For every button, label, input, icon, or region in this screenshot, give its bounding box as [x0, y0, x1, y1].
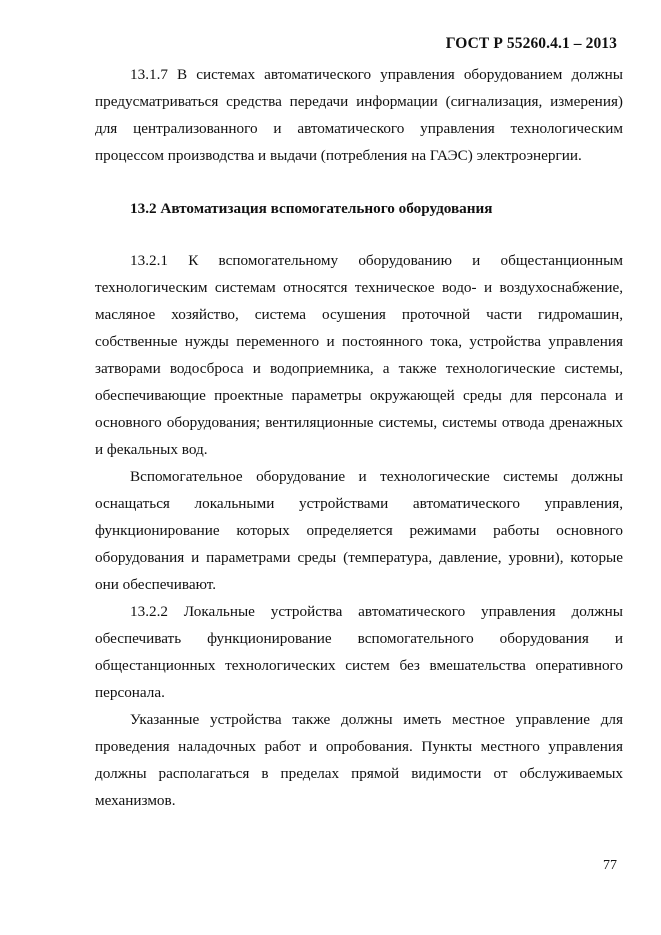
section-heading: 13.2 Автоматизация вспомогательного оборудования: [130, 200, 493, 217]
page-number: 77: [603, 858, 617, 873]
paragraph-auxiliary-equipment: Вспомогательное оборудование и технологические системы должны оснащаться локальными устройствами автоматического управления, функционирование которых определяется режимами работы основного оборудования и параметрами среды (температура, давление, уровни), которые они обеспечивают.: [95, 468, 623, 593]
document-code-header: ГОСТ Р 55260.4.1 – 2013: [445, 35, 617, 52]
paragraph-13-2-1: 13.2.1 К вспомогательному оборудованию и общестанционным технологическим системам относятся техническое водо- и воздухоснабжение, масляное хозяйство, система осушения проточной части гидромашин, собственные нужды переменного и постоянного тока, устройства управления затворами водосброса и водоприемника, а также технологические системы, обеспечивающие проектные параметры окружающей среды для персонала и основного оборудования; вентиляционные системы, системы отвода дренажных и фекальных вод.: [95, 252, 623, 458]
paragraph-13-1-7: 13.1.7 В системах автоматического управления оборудованием должны предусматриваться средства передачи информации (сигнализация, измерения) для централизованного и автоматического управления технологическим процессом производства и выдачи (потребления на ГАЭС) электроэнергии.: [95, 66, 623, 164]
body-text: [95, 61, 623, 814]
paragraph-local-control: Указанные устройства также должны иметь местное управление для проведения наладочных работ и опробования. Пункты местного управления должны располагаться в пределах прямой видимости от обслуживаемых механизмов.: [95, 711, 623, 809]
spacer: [95, 222, 623, 247]
paragraph-13-2-2: 13.2.2 Локальные устройства автоматического управления должны обеспечивать функционирование вспомогательного оборудования и общестанционных технологических систем без вмешательства оперативного персонала.: [95, 603, 623, 701]
